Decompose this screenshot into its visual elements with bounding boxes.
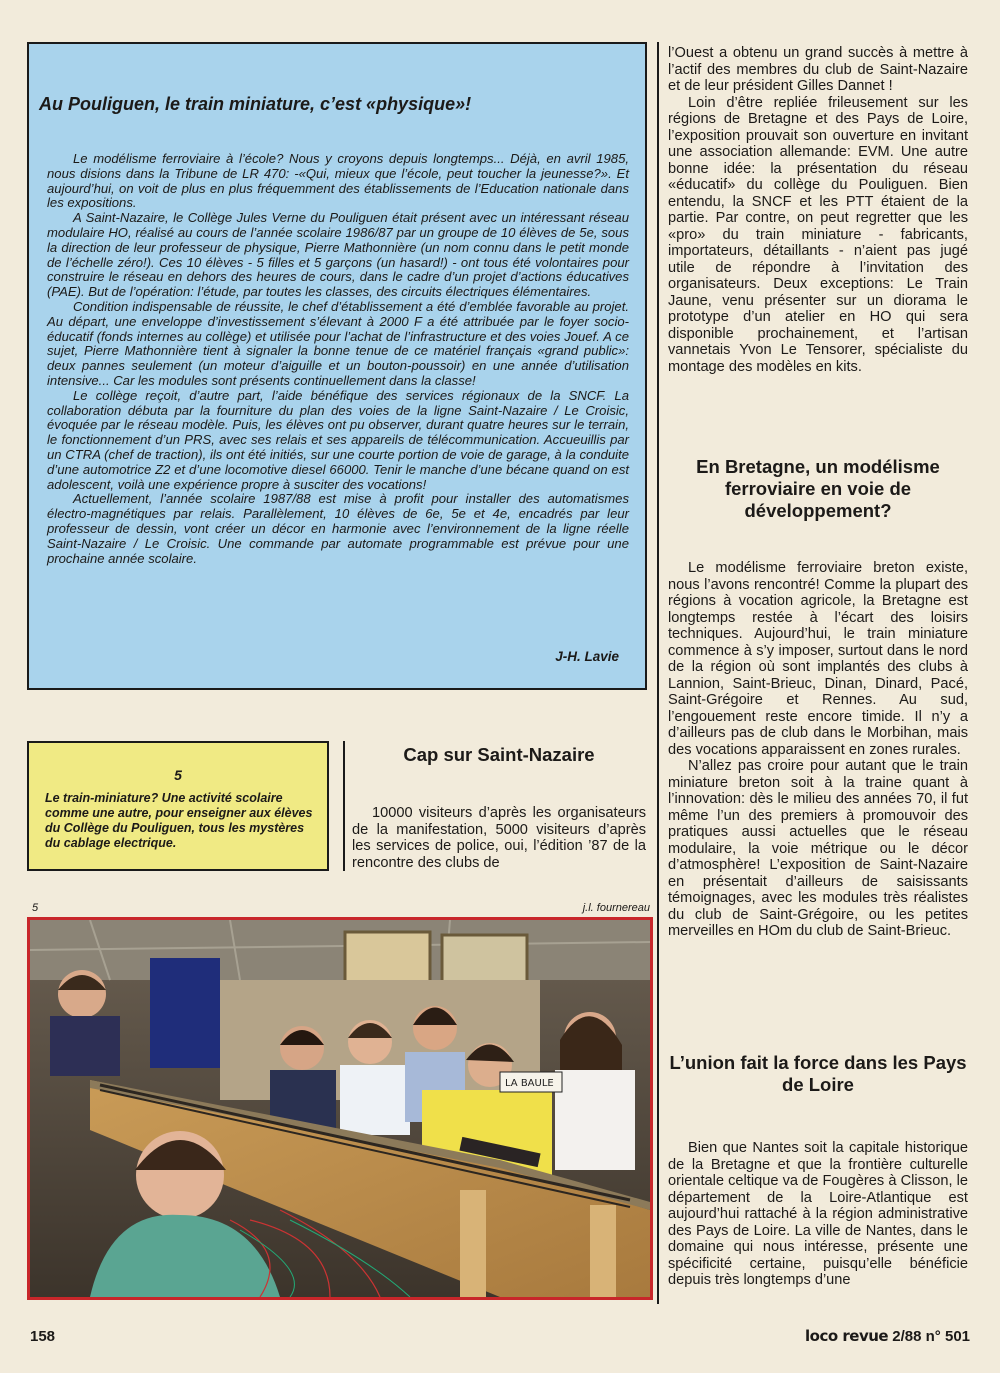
- sidebar-box: [27, 42, 647, 690]
- column-rule-middle: [343, 741, 345, 871]
- photo-hall-roof: [30, 920, 650, 980]
- photo-credit: j.l. fournereau: [582, 902, 650, 914]
- right-paragraph-4: Bien que Nantes soit la capitale historique de la Bretagne et que la frontière culturelle orientale celtique va de Fougères à Clisson, le département de la Loire-Atlantique est aujourd’hui rattaché à la région administrative des Pays de Loire. La ville de Nantes, dans le domaine qui nous intéresse, présente une spécificité certaine, puisqu’elle bénéficie depuis très longtemps d’une: [668, 1140, 968, 1288]
- sidebar-paragraph: Condition indispensable de réussite, le chef d’établissement a été d’emblée favorable au projet. Au départ, une enveloppe d’investissement s’élevant à 2000 F a été attribuée par le foyer socio-éducatif (fonds internes au collège) et utilisée pour l’achat de l’infrastructure et des voies Jouef. A ce sujet, Pierre Mathonnière tient à signaler la bonne tenue de ce matériel français «grand public»: deux pannes seulement (un moteur d’aiguille et un bouton-poussoir) en une année d’utilisation intensive... Car les modules sont présents continuellement dans la classe!: [47, 298, 629, 388]
- column-rule-right: [657, 42, 659, 1304]
- right-column-top: [668, 45, 968, 375]
- cap-text: [352, 805, 646, 871]
- sidebar-signature: J-H. Lavie: [555, 649, 619, 664]
- photo-illustration: [30, 920, 650, 1297]
- right-column-middle: [668, 560, 968, 940]
- caption-box: [27, 741, 329, 871]
- right-column-bottom: [668, 1140, 968, 1289]
- right-paragraph-3: N’allez pas croire pour autant que le train miniature breton soit à la traine quant à l’innovation: dès le milieu des années 70, il fut même l’un des premiers à promouvoir des pratiques aussi actuelles que le réseau modulaire, la voie métrique ou le décor d’atmosphère! L’exposition de Saint-Nazaire en présentait d’ailleurs de saisissants témoignages, avec les modules très réalistes du club de Saint-Grégoire, ou les petites merveilles en HOm du club de Saint-Brieuc.: [668, 758, 968, 939]
- page-number: 158: [30, 1328, 56, 1345]
- magazine-footer: [805, 1327, 970, 1345]
- photo-blue-panel: [150, 958, 220, 1068]
- photo-person-body: [50, 1016, 120, 1076]
- photo-number: 5: [32, 902, 39, 914]
- photo-sign-text: LA BAULE: [505, 1078, 554, 1089]
- section-heading-loire: L’union fait la force dans les Pays de Loire: [669, 1052, 967, 1095]
- sidebar-body: [47, 152, 629, 566]
- photo-person-body: [555, 1070, 635, 1170]
- sidebar-paragraph: Le modélisme ferroviaire à l’école? Nous y croyons depuis longtemps... Déjà, en avril 1985, nous disions dans la Tribune de LR 470: -«Qui, mieux que l’école, peut toucher la jeunesse?». Et aujourd’hui, on voit de plus en plus fréquemment des établissements de l’Education nationale dans les expositions.: [47, 151, 629, 211]
- photo-table-leg: [460, 1190, 486, 1297]
- sidebar-paragraph: Le collège reçoit, d’autre part, l’aide bénéfique des services régionaux de la SNCF. La collaboration débuta par la fourniture du plan des voies de la ligne Saint-Nazaire / Le Croisic, évoquée par le réseau modèle. Puis, les élèves ont pu observer, durant quatre heures sur le terrain, le fonctionnement d’un PRS, avec ses relais et ses appareils de télécommunication. Accueuillis par un CTRA (chef de traction), ils ont été initiés, sur une courte portion de voie de garage, à la conduite d’une automotrice Z2 et d’une locomotive diesel 66000. Tenir le manche d’une bécane quand on est adolescent, voilà une expérience propre à susciter des vocations!: [47, 387, 629, 492]
- magazine-issue: 2/88 n° 501: [892, 1328, 970, 1345]
- right-paragraph-2: Le modélisme ferroviaire breton existe, nous l’avons rencontré! Comme la plupart des régions à vocation agricole, la Bretagne est longtemps restée à l’écart des loisirs techniques. Aujourd’hui, le train miniature commence à s’y imposer, surtout dans le nord de la région où sont implantés des clubs à Lannion, Saint-Brieuc, Dinan, Dinard, Pacé, Saint-Grégoire et Rennes. Au sud, l’engouement reste encore timide. Il n’y a d’ailleurs pas de club dans le Morbihan, mais des vocations apparaissent en zones rurales.: [668, 560, 968, 758]
- section-heading-bretagne: En Bretagne, un modélisme ferroviaire en voie de développement?: [696, 456, 940, 521]
- continuation-paragraph: l’Ouest a obtenu un grand succès à mettre à l’actif des membres du club de Saint-Nazaire et de leur président Gilles Dannet !: [668, 45, 968, 94]
- photo: [27, 917, 653, 1300]
- cap-paragraph: 10000 visiteurs d’après les organisateurs de la manifestation, 5000 visiteurs d’après les services de police, oui, l’édition ’87 de la rencontre des clubs de: [352, 805, 646, 871]
- caption-text: Le train-miniature? Une activité scolaire comme une autre, pour enseigner aux élèves du Collège du Pouliguen, tous les mystères du cablage electrique.: [45, 791, 313, 850]
- photo-person-body: [340, 1065, 410, 1135]
- sidebar-title: Au Pouliguen, le train miniature, c’est «physique»!: [39, 94, 472, 114]
- photo-table-leg: [590, 1205, 616, 1297]
- caption-number: 5: [174, 767, 182, 783]
- magazine-name: loco revue: [805, 1327, 889, 1345]
- sidebar-paragraph: A Saint-Nazaire, le Collège Jules Verne du Pouliguen était présent avec un intéressant réseau modulaire HO, réalisé au cours de l’année scolaire 1986/87 par un groupe de 10 élèves de 5e, sous la direction de leur professeur de physique, Pierre Mathonnière (un nom connu dans le petit monde de l’échelle zéro!). Ces 10 élèves - 5 filles et 5 garçons (un hasard!) - ont tous été volontaires pour construire le réseau en dehors des heures de cours, dans le cadre d’un projet d’actions éducatives (PAE). But de l’opération: l’étude, par toutes les classes, des circuits électriques élémentaires.: [47, 210, 629, 300]
- right-paragraph-1: Loin d’être repliée frileusement sur les régions de Bretagne et des Pays de Loire, l’exposition prouvait son ouverture en invitant une association allemande: EVM. Une autre bonne idée: la présentation du réseau «éducatif» du collège du Pouliguen. Bien entendu, la SNCF et les PTT étaient de la partie. Par contre, on peut regretter que les «pro» du train miniature - fabricants, importateurs, détaillants - n’aient pas jugé utile de répondre à l’invitation des organisateurs. Deux exceptions: Le Train Jaune, venu présenter sur un diorama le prototype d’un atelier en HO qui sera disponible prochainement, et l’artisan vannetais Yvon Le Tensorer, spécialiste du montage des modèles en kits.: [668, 94, 968, 375]
- sidebar-paragraph: Actuellement, l’année scolaire 1987/88 est mise à profit pour installer des automatismes électro-magnétiques par relais. Parallèlement, 10 élèves de 6e, 5e et 4e, encadrés par leur professeur de dessin, vont créer un décor en harmonie avec l’environnement de la ligne réelle Saint-Nazaire / Le Croisic. Une commande par automate programmable est prévue pour une prochaine année scolaire.: [47, 491, 629, 566]
- section-heading-cap: Cap sur Saint-Nazaire: [403, 744, 595, 765]
